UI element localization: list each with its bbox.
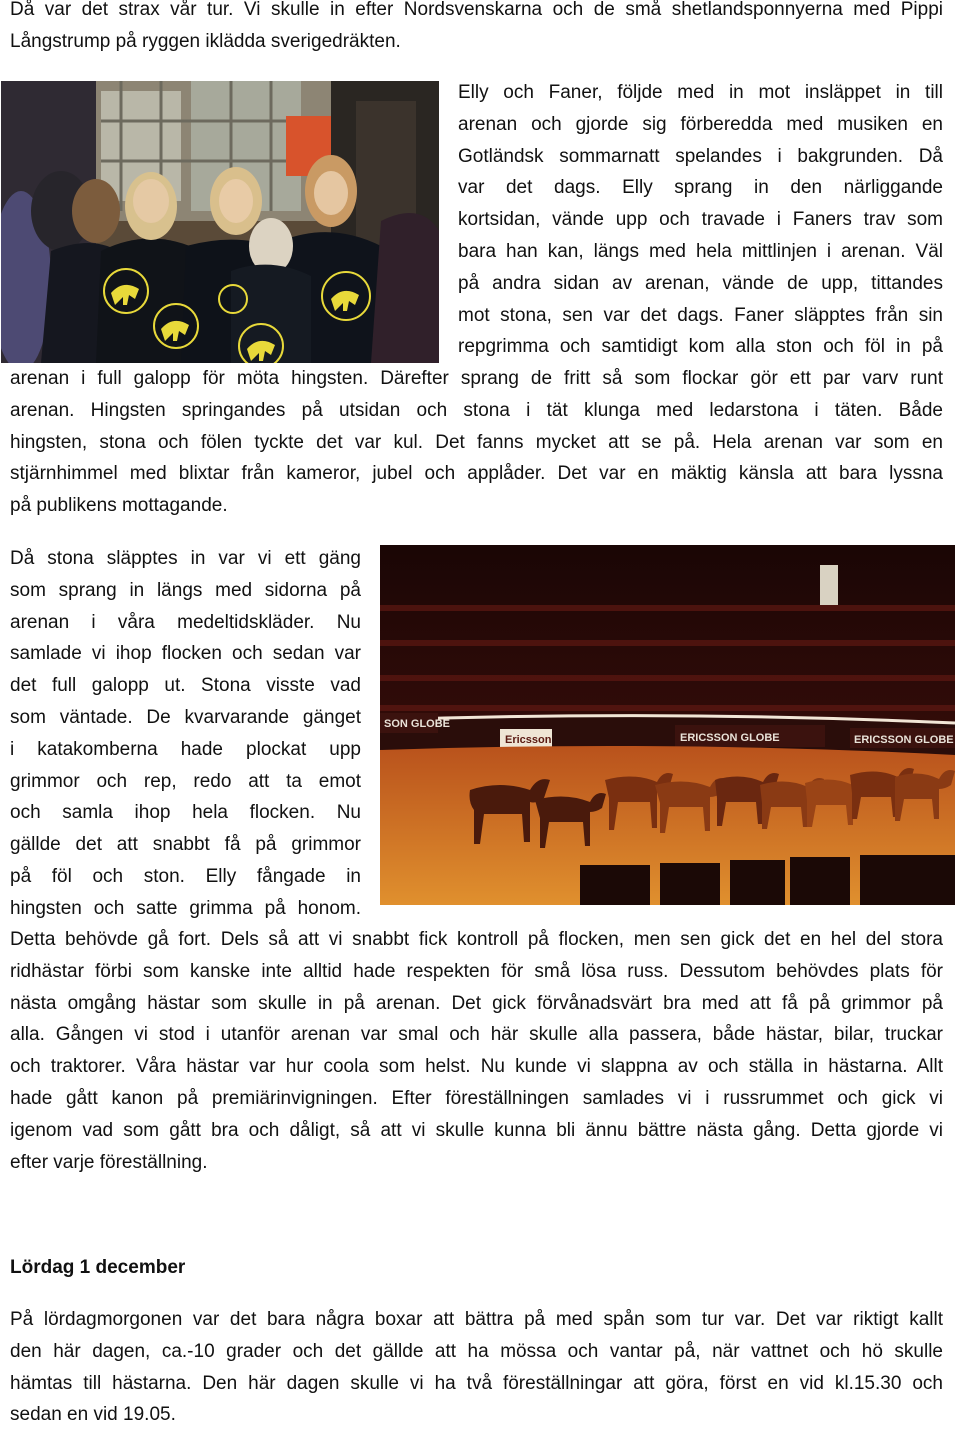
text-line: Då stona släpptes in var vi ett gäng [10, 548, 361, 569]
text-line: som sprang in längs med sidorna på [10, 579, 361, 601]
text-line: arenan och gjorde sig förberedda med musiken en [458, 113, 943, 135]
text-line: Då var det strax vår tur. Vi skulle in efter Nordsvenskarna och de små shetlandsponnyerna med Pippi [10, 0, 943, 20]
text-line: hingsten och satte grimma på honom. [10, 897, 361, 919]
text-line: bara han kan, längs med hela mittlinjen i arenan. Väl [458, 240, 943, 262]
banner-text: ERICSSON GLOBE [680, 732, 780, 744]
text-line: mot stona, sen var det dags. Faner släpptes från sin [458, 304, 943, 326]
text-line: Elly och Faner, följde med in mot insläppet in till [458, 82, 943, 103]
intro-paragraph [10, 0, 943, 58]
text-line: samlade vi ihop flocken och sedan var [10, 643, 361, 665]
text-line: nästa omgång hästar som skulle in på arenan. Det gick förvånadsvärt bra med att få på grimmor på [10, 992, 943, 1014]
photo-horses-in-arena [380, 545, 955, 905]
text-line: Detta behövde gå fort. Dels så att vi snabbt fick kontroll på flocken, men sen gick det en hel del stora [10, 929, 943, 950]
text-line: hade gått kanon på premiärinvigningen. Efter föreställningen samlades vi i russrummet och gick vi [10, 1087, 943, 1109]
text-line: arenan. Hingsten springandes på utsidan och stona i tät klunga med ledarstona i täten. Både [10, 399, 943, 421]
text-line: hingsten, stona och fölen tyckte det var kul. Det fanns mycket att se på. Hela arenan var som en [10, 431, 943, 453]
text-line: efter varje föreställning. [10, 1151, 208, 1173]
text-line: alla. Gången vi stod i utanför arenan var smal och här skulle alla passera, både hästar, bilar, truckar [10, 1024, 943, 1046]
text-line: arenan i full galopp för möta hingsten. Därefter sprang de fritt så som flockar gör ett par varv runt [10, 368, 943, 389]
text-line: och traktorer. Våra hästar var hur coola som helst. Nu kunde vi slappna av och ställa in hästarna. Allt [10, 1056, 943, 1078]
text-line: På lördagmorgonen var det bara några boxar att bättra på med spån som tur var. Det var riktigt kallt [10, 1309, 943, 1330]
text-line: ridhästar förbi som kanske inte alltid hade respekten för små lösa russ. Dessutom behövdes plats för [10, 960, 943, 982]
text-line: på andra sidan av arenan, vände de upp, tittandes [458, 272, 943, 294]
text-line: gällde det att snabbt få på grimmor [10, 834, 361, 856]
arena-entry-paragraph [458, 77, 943, 363]
text-line: och samla ihop hela flocken. Nu [10, 802, 361, 824]
text-line: som väntade. De kvarvarande gänget [10, 706, 361, 728]
text-line: hämtas till hästarna. Den här dagen skulle vi ha två föreställningar att göra, först en vid kl.15.30 och [10, 1372, 943, 1394]
text-line: arenan i våra medeltidskläder. Nu [10, 611, 361, 633]
text-line: stjärnhimmel med blixtar från kameror, jubel och applåder. Det var en mäktig känsla att bara lyssna [10, 463, 943, 485]
text-line: på föl och ston. Elly fångade in [10, 865, 361, 887]
mares-paragraph [10, 543, 361, 925]
text-line: grimmor och rep, redo att ta emot [10, 770, 361, 792]
banner-text: Ericsson [505, 734, 552, 746]
text-line: sedan en vid 19.05. [10, 1404, 176, 1426]
text-line: på publikens mottagande. [10, 495, 228, 517]
photo-group-in-vests [1, 81, 439, 363]
text-line: Långstrump på ryggen iklädda sverigedräkten. [10, 30, 401, 52]
text-line: repgrimma och samtidigt kom alla ston och föl in på [458, 336, 943, 358]
banner-text: SON GLOBE [384, 718, 451, 730]
section-heading: Lördag 1 december [10, 1257, 186, 1278]
text-line: den här dagen, ca.-10 grader och det gällde att ha mössa och vantar på, när vattnet och hö skulle [10, 1340, 943, 1362]
banner-text: ERICSSON GLOBE [854, 734, 954, 746]
arena-entry-paragraph-continued [10, 363, 943, 522]
saturday-paragraph [10, 1304, 943, 1431]
text-line: kortsidan, vände upp och travade i Faners trav som [458, 209, 943, 231]
text-line: det full galopp ut. Stona visste vad [10, 675, 361, 697]
text-line: i katakomberna hade plockat upp [10, 738, 361, 760]
text-line: var det dags. Elly sprang in den närliggande [458, 177, 943, 199]
text-line: Gotländsk sommarnatt spelandes i bakgrunden. Då [458, 145, 943, 167]
mares-paragraph-continued [10, 924, 943, 1178]
text-line: igenom vad som gått bra och dåligt, så att vi skulle kunna bli ännu bättre nästa gång. Detta gjorde vi [10, 1119, 943, 1141]
